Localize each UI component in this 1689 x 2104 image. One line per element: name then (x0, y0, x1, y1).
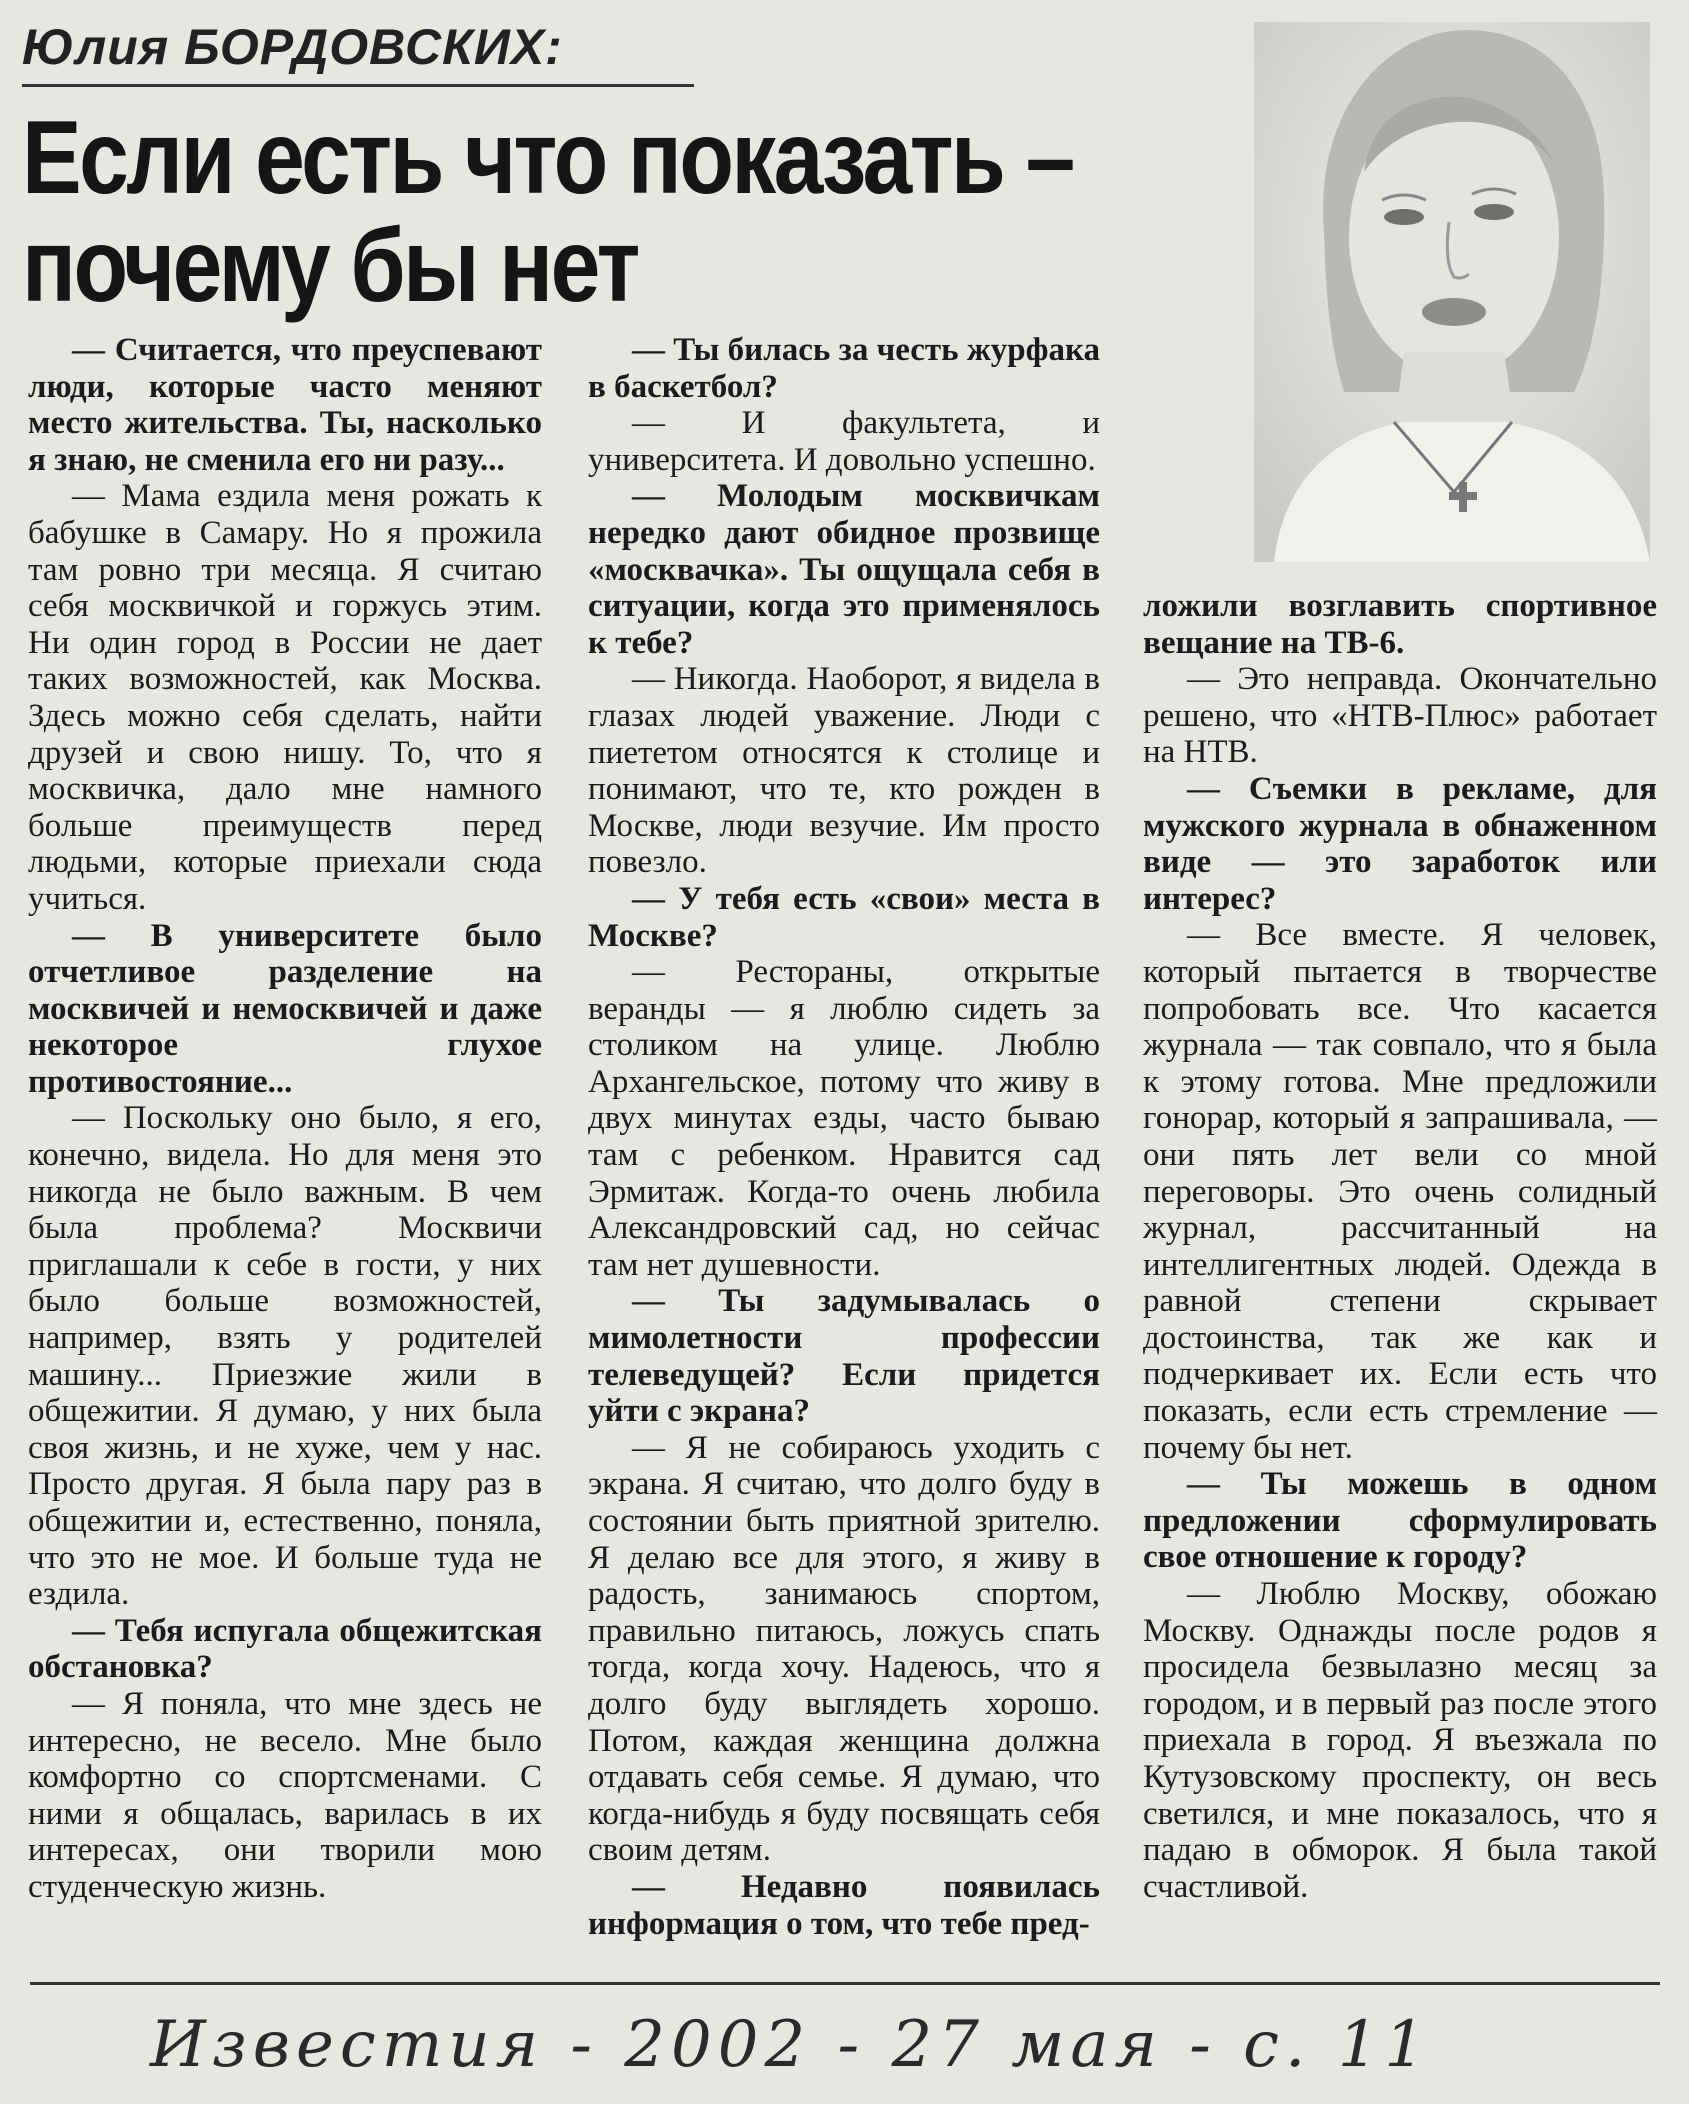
portrait-photo-icon (1254, 22, 1650, 562)
question-paragraph: — В университете было отчетливое разделение на москвичей и немосквичей и даже некоторое глухое противостояние... (28, 917, 542, 1100)
answer-paragraph: — Я поняла, что мне здесь не интересно, не весело. Мне было комфортно со спортсменами. С ними я общалась, варилась в их интересах, они творили мою студенческую жизнь. (28, 1685, 542, 1905)
answer-paragraph: — Это неправда. Окончательно решено, что «НТВ-Плюс» работает на НТВ. (1143, 661, 1657, 771)
question-paragraph: — Ты билась за честь журфака в баскетбол? (588, 332, 1100, 405)
answer-paragraph: — Я не собираюсь уходить с экрана. Я считаю, что долго буду в состоянии быть приятной зрителю. Я делаю все для этого, я живу в радость, занимаюсь спортом, правильно питаюсь, ложусь спать тогда, когда хочу. Надеюсь, что я долго буду выглядеть хорошо. Потом, каждая женщина должна отдавать себя семье. Я думаю, что когда-нибудь я буду посвящать себя своим детям. (588, 1429, 1100, 1869)
article-column-2 (588, 332, 1100, 1942)
question-paragraph: — Съемки в рекламе, для мужского журнала в обнаженном виде — это заработок или интерес? (1143, 770, 1657, 917)
answer-paragraph: — Рестораны, открытые веранды — я люблю сидеть за столиком на улице. Люблю Архангельское, потому что живу в двух минутах езды, часто бываю там с ребенком. Нравится сад Эрмитаж. Когда-то очень любила Александровский сад, но сейчас там нет душевности. (588, 954, 1100, 1283)
answer-paragraph: — Никогда. Наоборот, я видела в глазах людей уважение. Люди с пиететом относятся к столице и понимают, что те, кто рожден в Москве, люди везучие. Им просто повезло. (588, 661, 1100, 881)
question-paragraph: — Ты можешь в одном предложении сформулировать свое отношение к городу? (1143, 1466, 1657, 1576)
question-paragraph: — Недавно появилась информация о том, что тебе пред- (588, 1868, 1100, 1942)
headline-line-1: Если есть что показать – (22, 100, 1073, 216)
article-column-3 (1143, 588, 1657, 1905)
answer-paragraph: — Мама ездила меня рожать к бабушке в Самару. Но я прожила там ровно три месяца. Я считаю себя москвичкой и горжусь этим. Ни один город в России не дает таких возможностей, как Москва. Здесь можно себя сделать, найти друзей и свою нишу. То, что я москвичка, дало мне намного больше преимуществ перед людьми, которые приехали сюда учиться. (28, 478, 542, 917)
byline: Юлия БОРДОВСКИХ: (22, 19, 563, 75)
question-paragraph: — Молодым москвичкам нередко дают обидное прозвище «москвачка». Ты ощущала себя в ситуации, когда это применялось к тебе? (588, 478, 1100, 661)
question-continuation: ложили возглавить спортивное вещание на ТВ-6. (1143, 588, 1657, 661)
handwritten-source-note: Известия - 2002 - 27 мая - с. 11 (150, 2008, 1432, 2082)
answer-paragraph: — Люблю Москву, обожаю Москву. Однажды после родов я просидела безвылазно месяц за городом, и в первый раз после этого приехала в город. Я въезжала по Кутузовскому проспекту, он весь светился, и мне показалось, что я падаю в обморок. Я была такой счастливой. (1143, 1576, 1657, 1905)
question-paragraph: — Считается, что преуспевают люди, которые часто меняют место жительства. Ты, насколько я знаю, не сменила его ни разу... (28, 332, 542, 478)
question-paragraph: — У тебя есть «свои» места в Москве? (588, 880, 1100, 954)
answer-paragraph: — Все вместе. Я человек, который пытается в творчестве попробовать все. Что касается журнала — так совпало, что я была к этому готова. Мне предложили гонорар, который я запрашивала, — они пять лет вели со мной переговоры. Это очень солидный журнал, рассчитанный на интеллигентных людей. Одежда в равной степени скрывает достоинства, так же как и подчеркивает их. Если есть что показать, если есть стремление — почему бы нет. (1143, 917, 1657, 1466)
answer-paragraph: — И факультета, и университета. И довольно успешно. (588, 405, 1100, 478)
portrait-photo (1254, 22, 1650, 562)
headline-line-2: почему бы нет (22, 208, 638, 324)
bottom-rule (30, 1982, 1660, 1985)
article-column-1 (28, 332, 542, 1906)
byline-rule (22, 84, 694, 87)
question-paragraph: — Тебя испугала общежитская обстановка? (28, 1612, 542, 1686)
headline (22, 100, 1088, 324)
answer-paragraph: — Поскольку оно было, я его, конечно, видела. Но для меня это никогда не было важным. В чем была проблема? Москвичи приглашали к себе в гости, у них было больше возможностей, например, взять у родителей машину... Приезжие жили в общежитии. Я думаю, у них была своя жизнь, и не хуже, чем у нас. Просто другая. Я была пару раз в общежитии и, естественно, поняла, что это не мое. И больше туда не ездила. (28, 1100, 542, 1613)
question-paragraph: — Ты задумывалась о мимолетности профессии телеведущей? Если придется уйти с экрана? (588, 1283, 1100, 1430)
